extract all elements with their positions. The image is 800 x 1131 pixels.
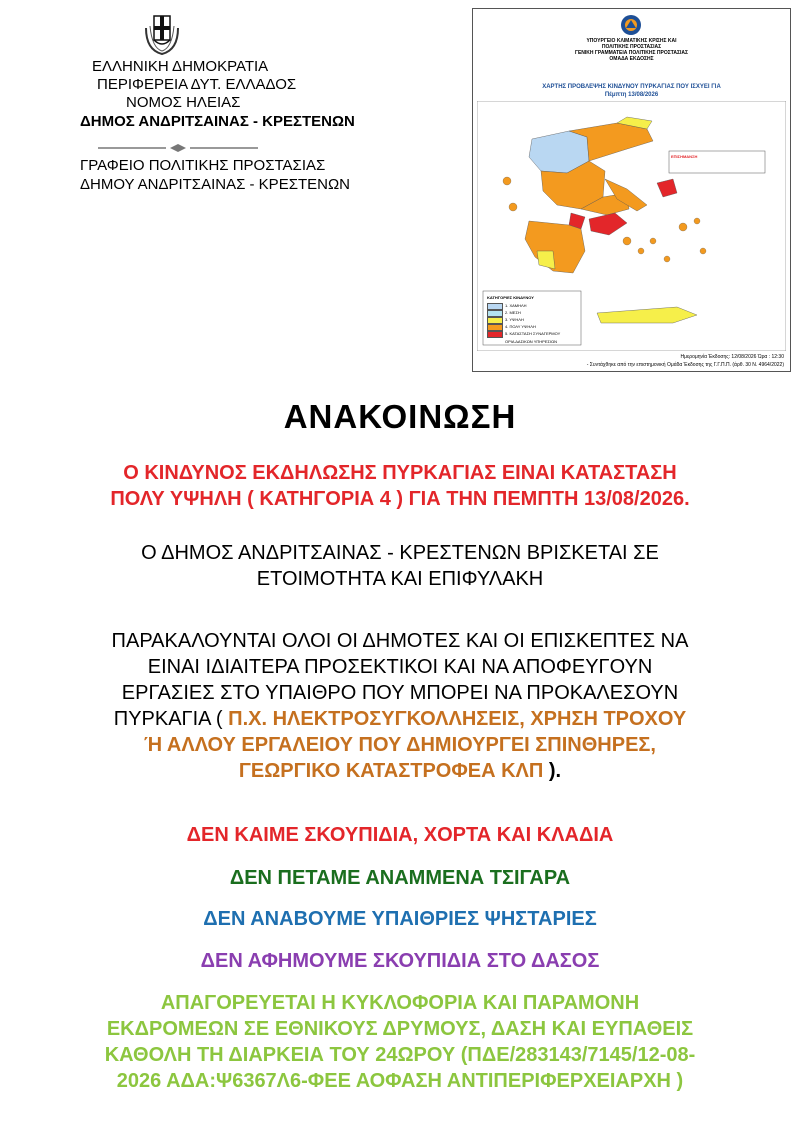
rule-burning: ΔΕΝ ΚΑΙΜΕ ΣΚΟΥΠΙΔΙΑ, ΧΟΡΤΑ ΚΑΙ ΚΛΑΔΙΑ: [186, 824, 614, 846]
office-name: ΓΡΑΦΕΙΟ ΠΟΛΙΤΙΚΗΣ ΠΡΟΣΤΑΣΙΑΣ: [80, 157, 326, 174]
legend-label: 3. ΥΨΗΛΗ: [505, 317, 524, 322]
legend-swatch: [487, 331, 503, 338]
greece-map-graphic: [477, 101, 786, 351]
rule-cigarettes: ΔΕΝ ΠΕΤΑΜΕ ΑΝΑΜΜΕΝΑ ΤΣΙΓΑΡΑ: [229, 867, 571, 889]
rule-barbecues: ΔΕΝ ΑΝΑΒΟΥΜΕ ΥΠΑΙΘΡΙΕΣ ΨΗΣΤΑΡΙΕΣ: [203, 908, 597, 930]
map-date: Πέμπτη 13/08/2026: [604, 92, 659, 98]
legend-label: 4. ΠΟΛΥ ΥΨΗΛΗ: [505, 324, 536, 329]
legend-swatch: [487, 317, 503, 324]
greek-emblem-icon: [140, 10, 184, 56]
ban-line-2: ΕΚΔΡΟΜΕΩΝ ΣΕ ΕΘΝΙΚΟΥΣ ΔΡΥΜΟΥΣ, ΔΑΣΗ ΚΑΙ ΕΥΠΑΘΕΙΣ: [106, 1018, 694, 1040]
request-examples-3: ΓΕΩΡΓΙΚΟ ΚΑΤΑΣΤΡΟΦΕΑ ΚΛΠ: [238, 760, 544, 782]
map-ministry-2: ΠΟΛΙΤΙΚΗΣ ΠΡΟΣΤΑΣΙΑΣ: [601, 44, 662, 50]
header-divider: [98, 143, 258, 153]
ban-paragraph: [30, 990, 770, 1094]
readiness-paragraph: [30, 540, 770, 592]
legend-swatch: [487, 303, 503, 310]
map-ministry-3: ΓΕΝΙΚΗ ΓΡΑΜΜΑΤΕΙΑ ΠΟΛΙΤΙΚΗΣ ΠΡΟΣΤΑΣΙΑΣ: [574, 50, 689, 56]
fire-risk-map: [472, 8, 791, 372]
ban-line-3: ΚΑΘΟΛΗ ΤΗ ΔΙΑΡΚΕΙΑ ΤΟΥ 24ΩΡΟΥ (ΠΔΕ/283143/7145/12-08-: [104, 1044, 696, 1066]
map-footnote: - Συντάχθηκε από την επιστημονική Ομάδα Έκδοσης της Γ.Γ.Π.Π. (άρθ. 30 Ν. 4964/2022): [586, 362, 784, 368]
request-examples-2: Ή ΑΛΛΟΥ ΕΡΓΑΛΕΙΟΥ ΠΟΥ ΔΗΜΙΟΥΡΓΕΙ ΣΠΙΝΘΗΡΕΣ,: [144, 734, 656, 756]
legend-swatch: [487, 310, 503, 317]
header-region: ΠΕΡΙΦΕΡΕΙΑ ΔΥΤ. ΕΛΛΑΔΟΣ: [97, 76, 297, 93]
legend-label: 5. ΚΑΤΑΣΤΑΣΗ ΣΥΝΑΓΕΡΜΟΥ: [505, 331, 561, 336]
legend-label: 2. ΜΕΣΗ: [505, 310, 521, 315]
alert-paragraph: [30, 460, 770, 512]
map-title: ΧΑΡΤΗΣ ΠΡΟΒΛΕΨΗΣ ΚΙΝΔΥΝΟΥ ΠΥΡΚΑΓΙΑΣ ΠΟΥ ΙΣΧΥΕΙ ΓΙΑ: [542, 84, 721, 90]
request-line-2: ΕΙΝΑΙ ΙΔΙΑΙΤΕΡΑ ΠΡΟΣΕΚΤΙΚΟΙ ΚΑΙ ΝΑ ΑΠΟΦΕΥΓΟΥΝ: [147, 656, 653, 678]
request-line-4-start: ΠΥΡΚΑΓΙΑ (: [113, 708, 229, 730]
request-line-3: ΕΡΓΑΣΙΕΣ ΣΤΟ ΥΠΑΙΘΡΟ ΠΟΥ ΜΠΟΡΕΙ ΝΑ ΠΡΟΚΑΛΕΣΟΥΝ: [121, 682, 679, 704]
map-legend-title: ΚΑΤΗΓΟΡΙΕΣ ΚΙΝΔΥΝΟΥ: [487, 295, 534, 300]
office-municipality: ΔΗΜΟΥ ΑΝΔΡΙΤΣΑΙΝΑΣ - ΚΡΕΣΤΕΝΩΝ: [80, 176, 351, 193]
readiness-line-1: Ο ΔΗΜΟΣ ΑΝΔΡΙΤΣΑΙΝΑΣ - ΚΡΕΣΤΕΝΩΝ ΒΡΙΣΚΕΤΑΙ ΣΕ: [141, 542, 659, 564]
ban-line-4: 2026 ΑΔΑ:Ψ6367Λ6-ΦΕΕ ΑΟΦΑΣΗ ΑΝΤΙΠΕΡΙΦΕΡΧΕΙΑΡΧΗ ): [116, 1070, 684, 1092]
rule-garbage: ΔΕΝ ΑΦΗΜΟΥΜΕ ΣΚΟΥΠΙΔΙΑ ΣΤΟ ΔΑΣΟΣ: [200, 950, 600, 972]
header-country: ΕΛΛΗΝΙΚΗ ΔΗΜΟΚΡΑΤΙΑ: [92, 58, 269, 75]
legend-swatch: [487, 324, 503, 331]
request-examples-1: Π.Χ. ΗΛΕΚΤΡΟΣΥΓΚΟΛΛΗΣΕΙΣ, ΧΡΗΣΗ ΤΡΟΧΟΥ: [228, 708, 687, 730]
request-paragraph: [30, 628, 770, 784]
map-note-title: ΕΠΙΣΗΜΑΝΣΗ: [671, 154, 698, 159]
map-ministry-1: ΥΠΟΥΡΓΕΙΟ ΚΛΙΜΑΤΙΚΗΣ ΚΡΙΣΗΣ ΚΑΙ: [586, 38, 677, 44]
alert-line-2: ΠΟΛΥ ΥΨΗΛΗ ( ΚΑΤΗΓΟΡΙΑ 4 ) ΓΙΑ ΤΗΝ ΠΕΜΠΤΗ 13/08/2026.: [110, 488, 690, 510]
readiness-line-2: ΕΤΟΙΜΟΤΗΤΑ ΚΑΙ ΕΠΙΦΥΛΑΚΗ: [256, 568, 544, 590]
alert-line-1: Ο ΚΙΝΔΥΝΟΣ ΕΚΔΗΛΩΣΗΣ ΠΥΡΚΑΓΙΑΣ ΕΙΝΑΙ ΚΑΤΑΣΤΑΣΗ: [123, 462, 677, 484]
map-legend-boundary: ΟΡΙΑ ΔΑΣΙΚΩΝ ΥΠΗΡΕΣΙΩΝ: [505, 339, 557, 344]
legend-label: 1. ΧΑΜΗΛΗ: [505, 303, 527, 308]
civil-protection-logo-icon: [620, 14, 642, 36]
page-title: ΑΝΑΚΟΙΝΩΣΗ: [283, 398, 517, 435]
map-ministry-4: ΟΜΑΔΑ ΕΚΔΟΣΗΣ: [609, 56, 654, 62]
request-line-1: ΠΑΡΑΚΑΛΟΥΝΤΑΙ ΟΛΟΙ ΟΙ ΔΗΜΟΤΕΣ ΚΑΙ ΟΙ ΕΠΙΣΚΕΠΤΕΣ ΝΑ: [111, 630, 689, 652]
ban-line-1: ΑΠΑΓΟΡΕΥΕΤΑΙ Η ΚΥΚΛΟΦΟΡΙΑ ΚΑΙ ΠΑΡΑΜΟΝΗ: [160, 992, 640, 1014]
header-municipality: ΔΗΜΟΣ ΑΝΔΡΙΤΣΑΙΝΑΣ - ΚΡΕΣΤΕΝΩΝ: [80, 113, 355, 130]
map-issue-date: Ημερομηνία Έκδοσης: 12/08/2026 Ώρα : 12:30: [680, 354, 784, 360]
request-end: ).: [543, 760, 562, 782]
header-prefecture: ΝΟΜΟΣ ΗΛΕΙΑΣ: [126, 94, 241, 111]
